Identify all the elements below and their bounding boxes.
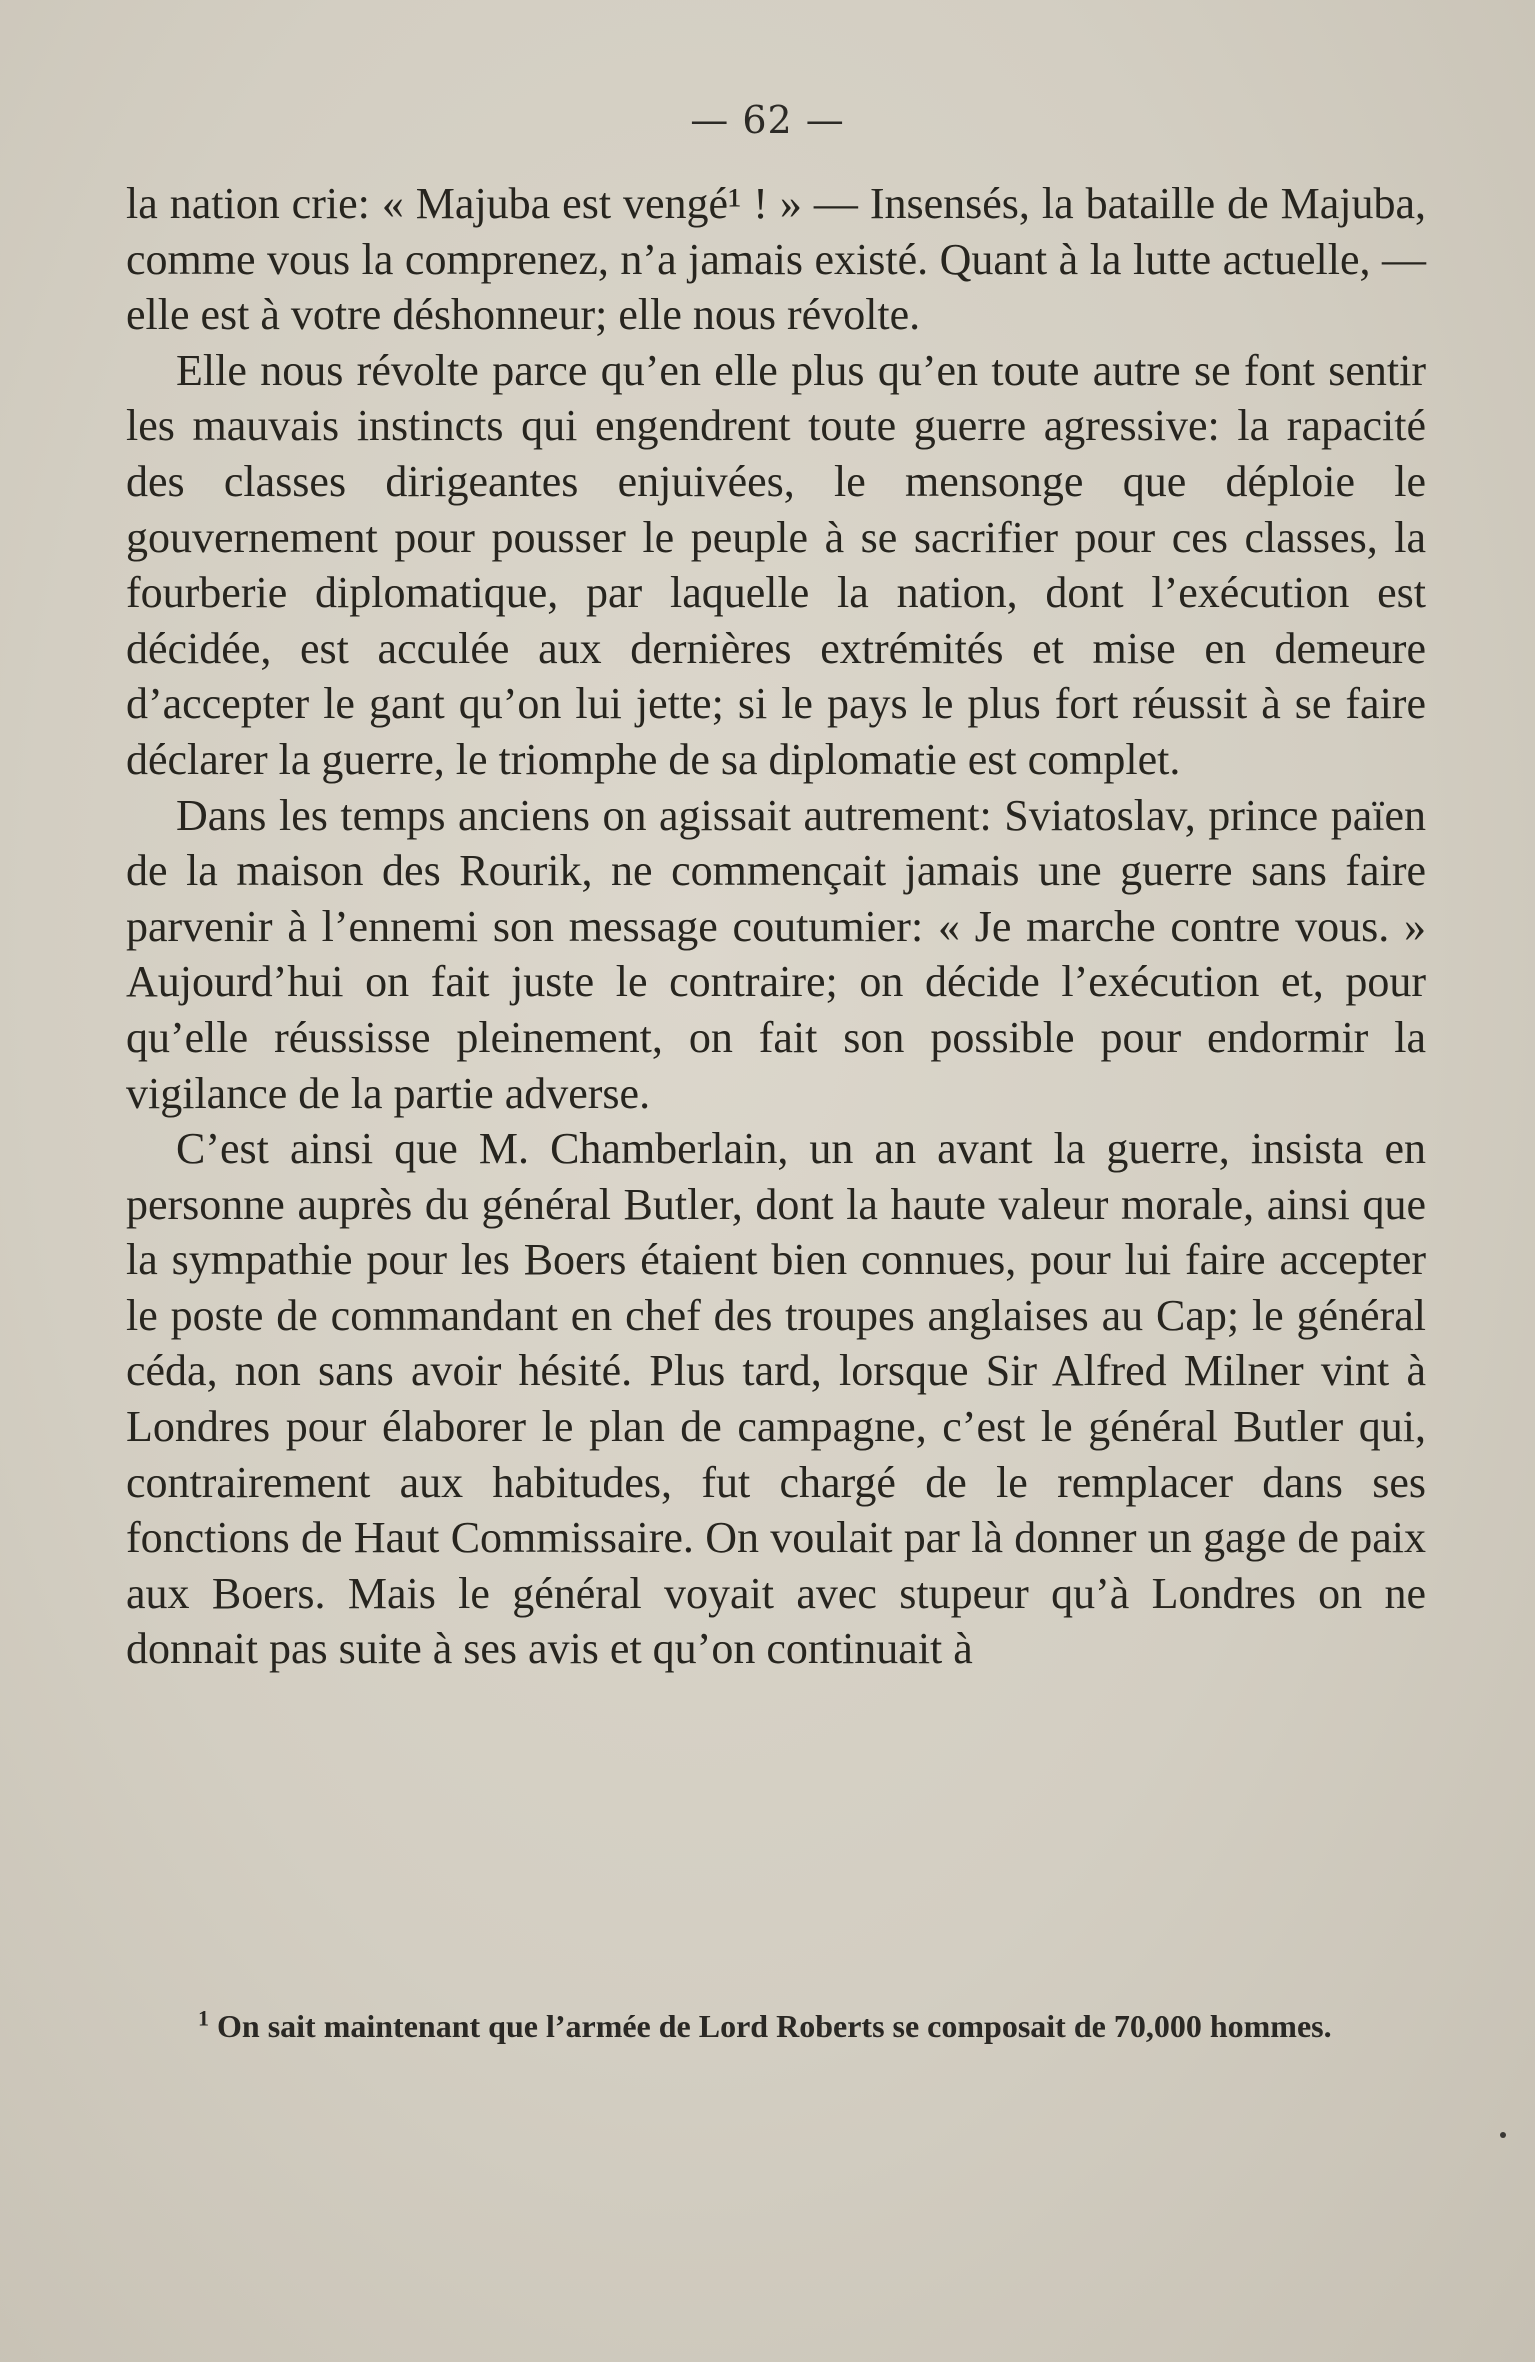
paper-speck — [1500, 2132, 1506, 2138]
paragraph-continuation: la nation crie: « Majuba est vengé¹ ! » — Insensés, la bataille de Majuba, comme vous la comprenez, n’a jamais existé. Quant à la lutte actuelle, — elle est à votre déshonneur; elle nous révolte. — [126, 179, 1426, 340]
paragraph-chamberlain: C’est ainsi que M. Chamberlain, un an avant la guerre, insista en personne auprès du général Butler, dont la haute valeur morale, ainsi que la sympathie pour les Boers étaient bien connues, pour lui faire accepter le poste de commandant en chef des troupes anglaises au Cap; le général céda, non sans avoir hésité. Plus tard, lorsque Sir Alfred Milner vint à Londres pour élaborer le plan de campagne, c’est le général Butler qui, contrairement aux habitudes, fut chargé de le remplacer dans ses fonctions de Haut Commissaire. On voulait par là donner un gage de paix aux Boers. Mais le général voyait avec stupeur qu’à Londres on ne donnait pas suite à ses avis et qu’on continuait à — [126, 1124, 1426, 1674]
body-text — [126, 176, 1426, 1677]
paragraph-sviatoslav: Dans les temps anciens on agissait autrement: Sviatoslav, prince païen de la maison des Rourik, ne commençait jamais une guerre sans faire parvenir à l’ennemi son message coutumier: « Je marche contre vous. » Aujourd’hui on fait juste le contraire; on décide l’exécution et, pour qu’elle réussisse pleinement, on fait son possible pour endormir la vigilance de la partie adverse. — [126, 790, 1426, 1118]
footnote — [150, 2002, 1420, 2050]
footnote-mark: 1 — [198, 2005, 209, 2031]
footnote-text: On sait maintenant que l’armée de Lord Roberts se composait de 70,000 hommes. — [217, 2008, 1332, 2044]
page-number: — 62 — — [690, 98, 845, 142]
paragraph-revolte: Elle nous révolte parce qu’en elle plus qu’en toute autre se font sentir les mauvais instincts qui engendrent toute guerre agressive: la rapacité des classes dirigeantes enjuivées, le mensonge que déploie le gouvernement pour pousser le peuple à se sacrifier pour ces classes, la fourberie diplomatique, par laquelle la nation, dont l’exécution est décidée, est acculée aux dernières extrémités et mise en demeure d’accepter le gant qu’on lui jette; si le pays le plus fort réussit à se faire déclarer la guerre, le triomphe de sa diplomatie est complet. — [126, 345, 1426, 784]
